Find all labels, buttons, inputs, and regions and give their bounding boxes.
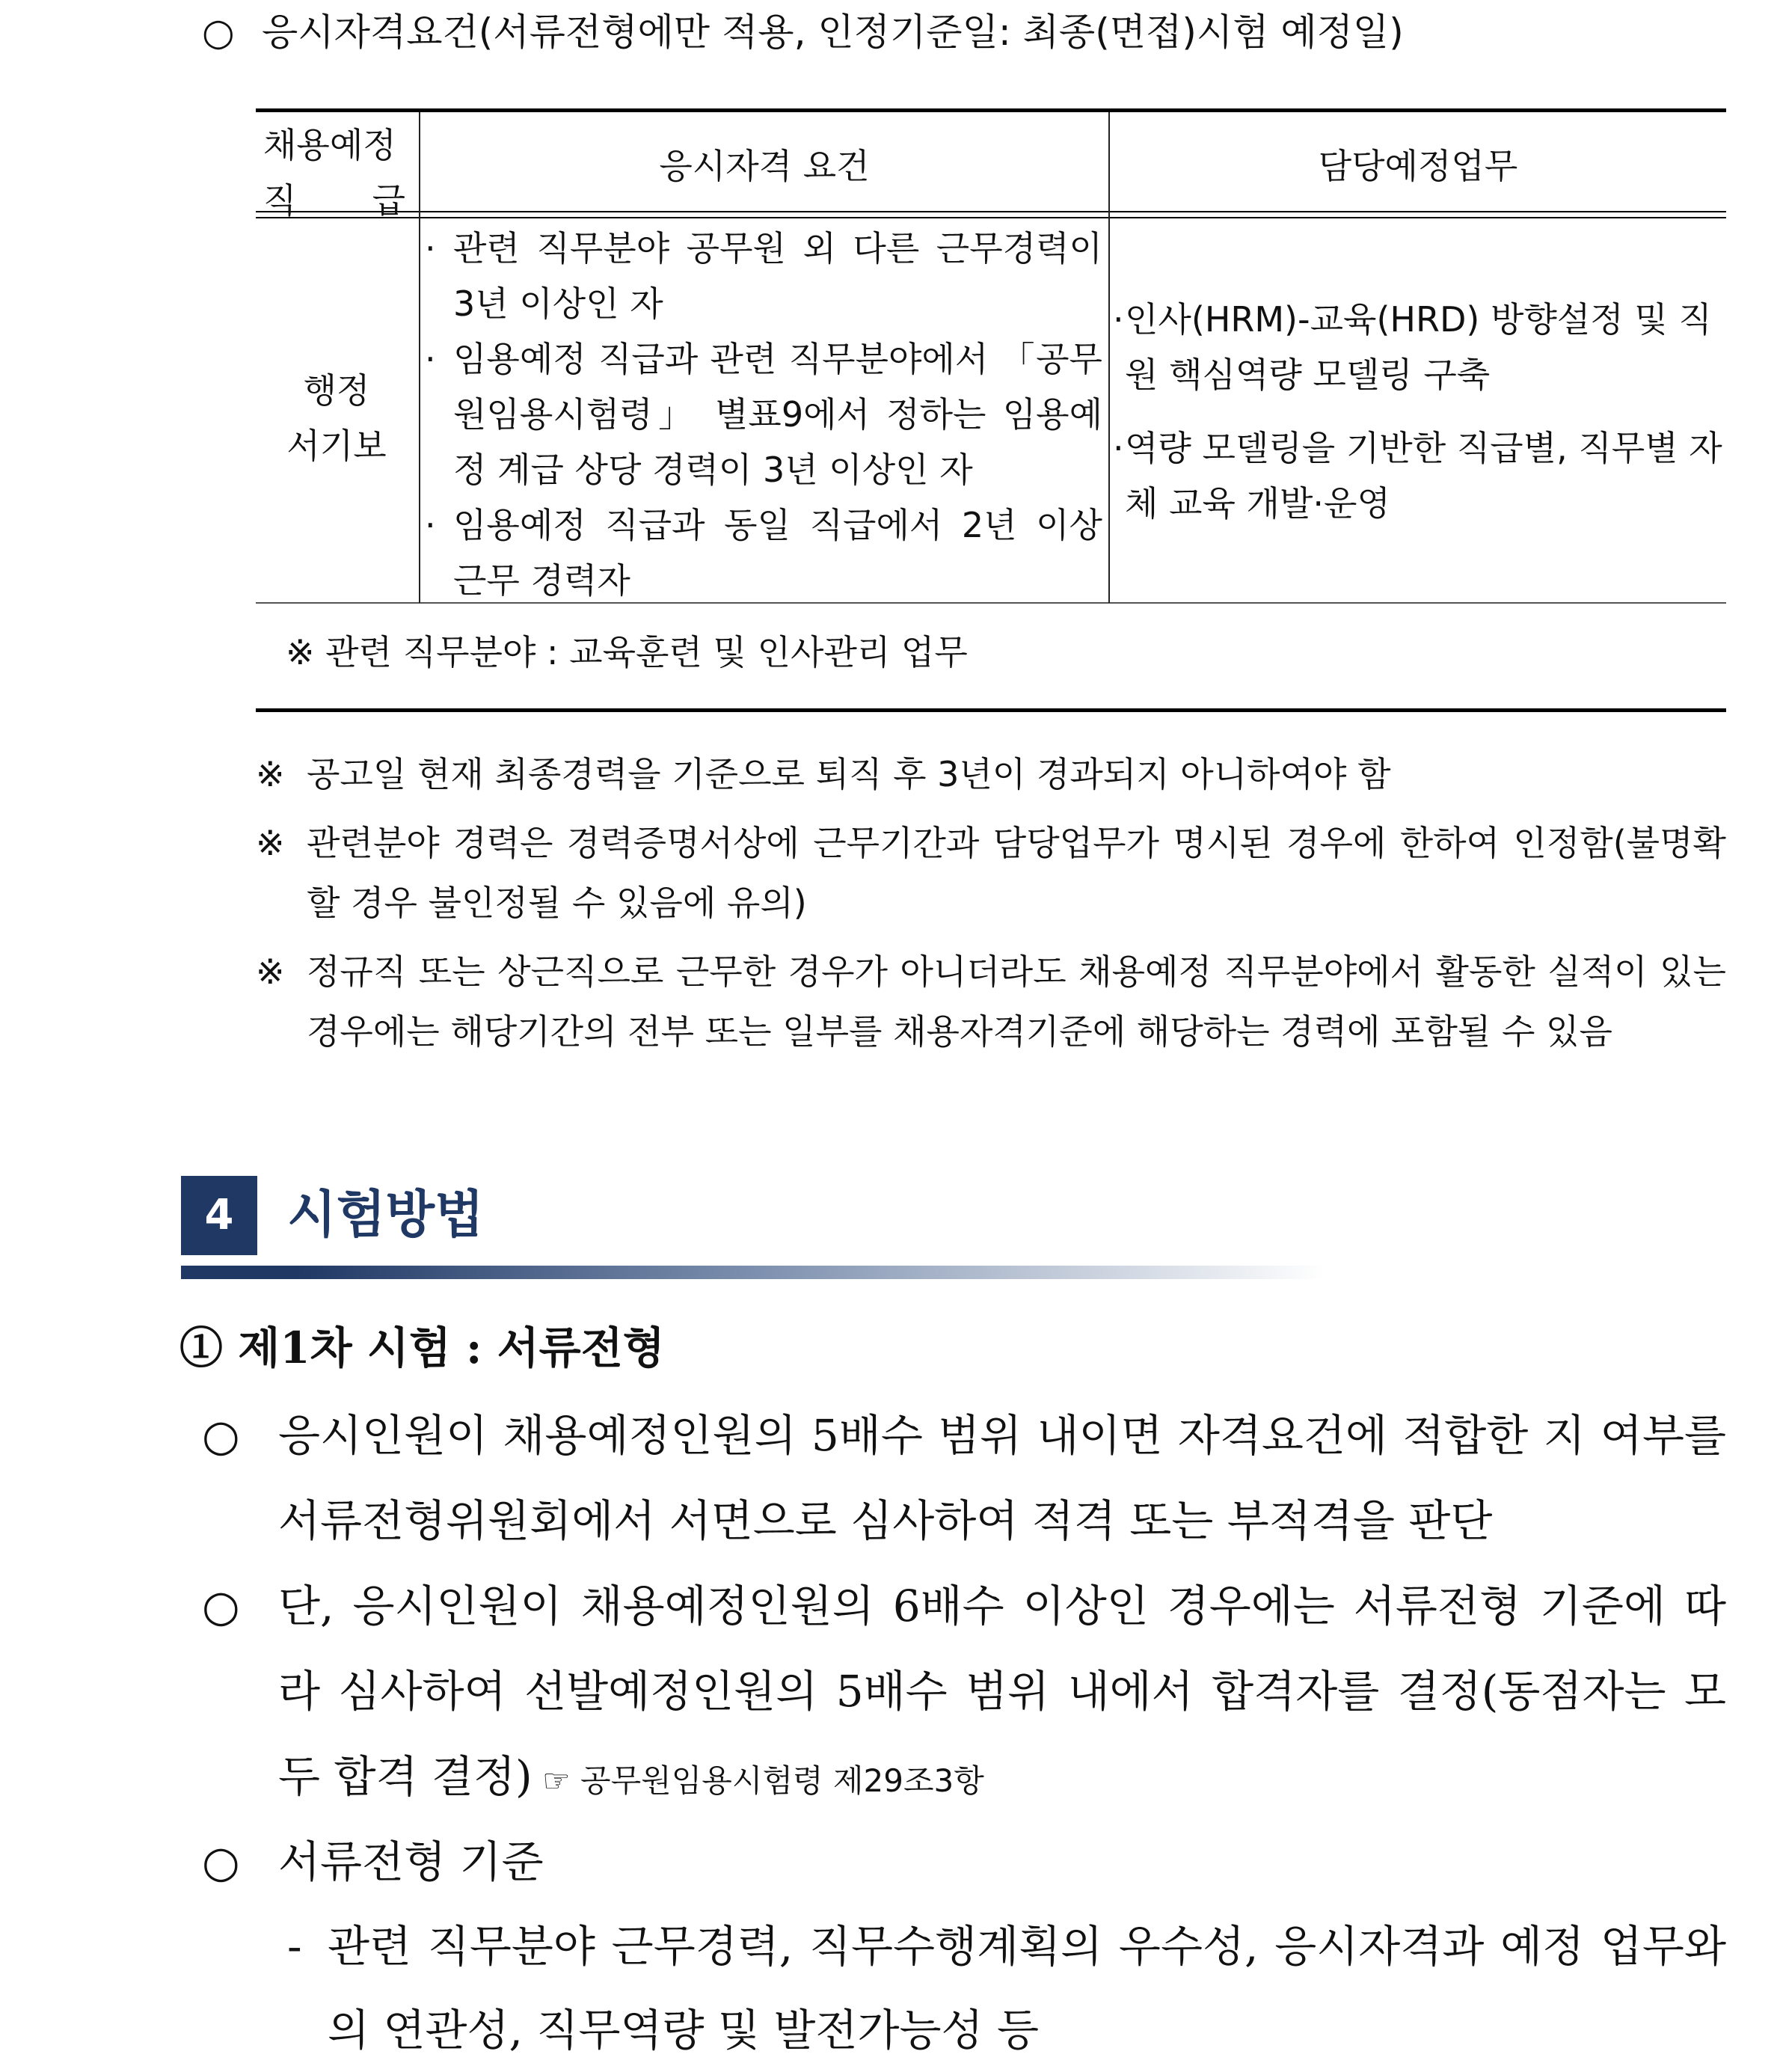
grade-cell xyxy=(256,363,417,473)
header-grade-char2: 급 xyxy=(372,180,405,221)
qualification-heading-text: 응시자격요건(서류전형에만 적용, 인정기준일: 최종(면접)시험 예정일) xyxy=(262,10,1404,54)
paragraph-item xyxy=(202,1819,1726,1904)
criteria-item xyxy=(287,1904,1726,2072)
requirement-item xyxy=(422,331,1102,497)
header-grade-char1: 직 xyxy=(263,180,297,221)
header-grade-line2 xyxy=(263,173,405,228)
header-grade xyxy=(263,117,413,228)
law-reference: ☞ 공무원임용시험령 제29조3항 xyxy=(532,1762,984,1799)
grade-line1: 행정 xyxy=(303,370,370,411)
reference-mark-icon: ※ xyxy=(256,823,285,863)
paragraph-text: 응시인원이 채용예정인원의 5배수 범위 내이면 자격요건에 적합한 지 여부를 서류전형위원회에서 서면으로 심사하여 적격 또는 부적격을 판단 xyxy=(278,1410,1726,1546)
duties-cell xyxy=(1113,292,1723,549)
bullet-dot-icon: · xyxy=(1113,428,1124,468)
note-text: 정규직 또는 상근직으로 근무한 경우가 아니더라도 채용예정 직무분야에서 활동한 실적이 있는 경우에는 해당기간의 전부 또는 일부를 채용자격기준에 해당하는 경력에 포함될 수 있음 xyxy=(307,951,1726,1052)
header-grade-line1: 채용예정 xyxy=(263,125,396,165)
paragraph-item xyxy=(202,1563,1726,1824)
requirement-text: 관련 직무분야 공무원 외 다른 근무경력이 3년 이상인 자 xyxy=(453,228,1102,324)
duty-text: 역량 모델링을 기반한 직급별, 직무별 자체 교육 개발·운영 xyxy=(1125,428,1722,524)
paragraph-text xyxy=(278,1563,1726,1824)
circle-bullet-icon: ○ xyxy=(202,1410,240,1461)
table-footnote: ※ 관련 직무분야 : 교육훈련 및 인사관리 업무 xyxy=(286,632,968,672)
qualification-heading xyxy=(202,6,1404,58)
section-number: 4 xyxy=(181,1176,257,1255)
header-requirements: 응시자격 요건 xyxy=(659,146,870,186)
note-item xyxy=(256,744,1726,804)
note-text: 관련분야 경력은 경력증명서상에 근무기간과 담당업무가 명시된 경우에 한하여 인정함(불명확할 경우 불인정될 수 있음에 유의) xyxy=(307,823,1726,923)
table-top-rule xyxy=(256,108,1726,112)
duty-item xyxy=(1113,420,1723,531)
note-item xyxy=(256,813,1726,933)
circle-bullet-icon: ○ xyxy=(202,10,235,54)
reference-mark-icon: ※ xyxy=(256,754,285,794)
bullet-dot-icon: · xyxy=(425,228,436,269)
subsection-title: ① 제1차 시험 : 서류전형 xyxy=(179,1322,665,1373)
bullet-dot-icon: · xyxy=(425,505,436,545)
table-bottom-rule xyxy=(256,708,1726,712)
table-header-rule xyxy=(256,211,1726,212)
paragraph-text: 서류전형 기준 xyxy=(278,1836,544,1887)
grade-line2: 서기보 xyxy=(286,426,387,466)
section-title: 시험방법 xyxy=(287,1186,484,1245)
table-header-rule-2 xyxy=(256,217,1726,218)
paragraph-body: 단, 응시인원이 채용예정인원의 6배수 이상인 경우에는 서류전형 기준에 따라 심사하여 선발예정인원의 5배수 범위 내에서 합격자를 결정(동점자는 모두 합격 결정) xyxy=(278,1581,1726,1802)
bullet-dot-icon: · xyxy=(425,339,436,379)
bullet-dot-icon: · xyxy=(1113,299,1124,340)
requirements-cell xyxy=(422,221,1102,608)
paragraph-item xyxy=(202,1393,1726,1563)
duty-item xyxy=(1113,292,1723,402)
criteria-text: 관련 직무분야 근무경력, 직무수행계획의 우수성, 응시자격과 예정 업무와의 연관성, 직무역량 및 발전가능성 등 xyxy=(328,1921,1726,2056)
circle-bullet-icon: ○ xyxy=(202,1581,240,1631)
note-item xyxy=(256,942,1726,1061)
reference-mark-icon: ※ xyxy=(256,951,285,992)
requirement-item xyxy=(422,221,1102,331)
section-underline xyxy=(181,1266,1325,1279)
circle-bullet-icon: ○ xyxy=(202,1836,240,1887)
requirement-text: 임용예정 직급과 관련 직무분야에서 「공무원임용시험령」 별표9에서 정하는 임용예정 계급 상당 경력이 3년 이상인 자 xyxy=(453,339,1102,490)
requirement-text: 임용예정 직급과 동일 직급에서 2년 이상 근무 경력자 xyxy=(453,505,1102,601)
dash-bullet-icon: - xyxy=(287,1921,302,1972)
note-text: 공고일 현재 최종경력을 기준으로 퇴직 후 3년이 경과되지 아니하여야 함 xyxy=(307,754,1391,794)
header-duties: 담당예정업무 xyxy=(1318,146,1518,186)
requirement-item xyxy=(422,497,1102,608)
duty-text: 인사(HRM)-교육(HRD) 방향설정 및 직원 핵심역량 모델링 구축 xyxy=(1125,299,1712,395)
